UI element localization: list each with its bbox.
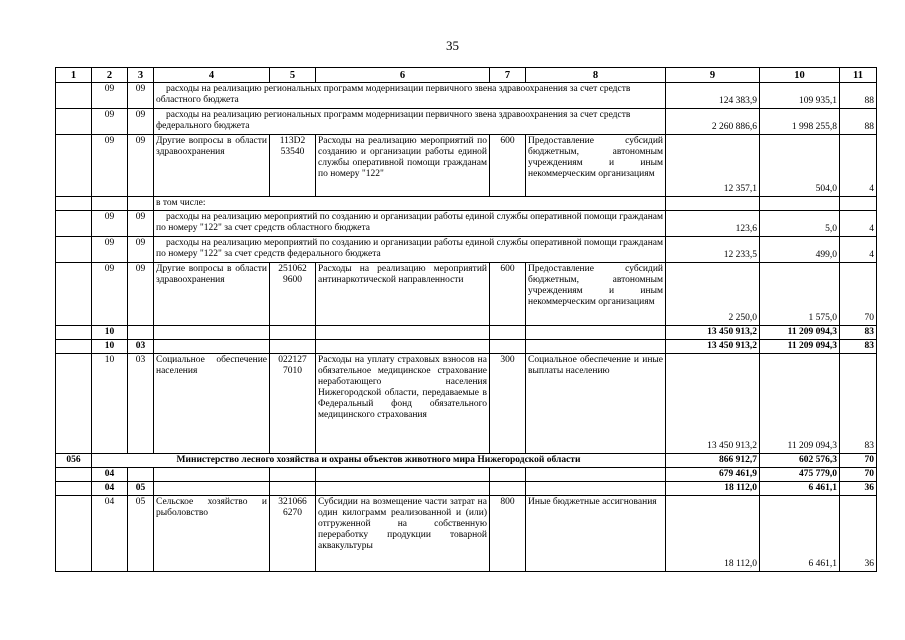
cell-description: расходы на реализацию мероприятий по созданию и организации работы единой службы оперативной помощи гражданам по номеру "122" за счет средств федерального бюджета [154, 237, 666, 263]
cell-plan: 2 250,0 [666, 263, 760, 326]
cell-ministry-name: Министерство лесного хозяйства и охраны объектов животного мира Нижегородской области [92, 454, 666, 468]
cell-type: 600 [490, 135, 526, 197]
cell-actual: 11 209 094,3 [760, 340, 840, 354]
col-header: 9 [666, 68, 760, 83]
cell-type: 300 [490, 354, 526, 454]
cell-actual: 499,0 [760, 237, 840, 263]
cell-percent: 70 [840, 454, 877, 468]
table-row [56, 454, 877, 468]
cell-type: 600 [490, 263, 526, 326]
table-row [56, 211, 877, 237]
col-header: 3 [128, 68, 154, 83]
cell-actual: 6 461,1 [760, 496, 840, 572]
cell-type-name: Иные бюджетные ассигнования [526, 496, 666, 572]
col-header: 2 [92, 68, 128, 83]
cell-percent: 70 [840, 468, 877, 482]
cell-section: 09 [92, 237, 128, 263]
cell-expense: Субсидии на возмещение части затрат на один килограмм реализованной и (или) отгруженной на собственную переработку продукции товарной аквакультуры [316, 496, 490, 572]
cell-description: расходы на реализацию региональных программ модернизации первичного звена здравоохранения за счет средств областного бюджета [154, 83, 666, 109]
cell-subsection: 09 [128, 211, 154, 237]
table-row [56, 109, 877, 135]
cell-target: 251062 9600 [270, 263, 316, 326]
budget-table [55, 67, 877, 572]
table-row [56, 482, 877, 496]
col-header: 4 [154, 68, 270, 83]
cell-description: расходы на реализацию региональных программ модернизации первичного звена здравоохранения за счет средств федерального бюджета [154, 109, 666, 135]
cell-actual: 109 935,1 [760, 83, 840, 109]
cell-percent: 88 [840, 83, 877, 109]
cell-section: 10 [92, 340, 128, 354]
table-row [56, 354, 877, 454]
header-row [56, 68, 877, 83]
cell-actual: 1 575,0 [760, 263, 840, 326]
col-header: 7 [490, 68, 526, 83]
cell-name: Другие вопросы в области здравоохранения [154, 263, 270, 326]
cell-section: 04 [92, 468, 128, 482]
cell-type: 800 [490, 496, 526, 572]
cell-percent: 83 [840, 340, 877, 354]
cell-subsection: 09 [128, 109, 154, 135]
cell-expense: Расходы на реализацию мероприятий по созданию и организации работы единой службы оперативной помощи гражданам по номеру "122" [316, 135, 490, 197]
cell-percent: 36 [840, 482, 877, 496]
cell-subsection: 03 [128, 340, 154, 354]
cell-percent: 36 [840, 496, 877, 572]
cell-plan: 123,6 [666, 211, 760, 237]
page-number: 35 [446, 38, 459, 53]
cell-plan: 12 233,5 [666, 237, 760, 263]
col-header: 10 [760, 68, 840, 83]
cell-description: расходы на реализацию мероприятий по созданию и организации работы единой службы оперативной помощи гражданам по номеру "122" за счет средств областного бюджета [154, 211, 666, 237]
col-header: 1 [56, 68, 92, 83]
cell-subsection: 09 [128, 237, 154, 263]
cell-including: в том числе: [154, 197, 666, 211]
cell-percent: 4 [840, 237, 877, 263]
table-row [56, 263, 877, 326]
cell-ministry-code: 056 [56, 454, 92, 468]
cell-section: 04 [92, 482, 128, 496]
cell-type-name: Предоставление субсидий бюджетным, автономным учреждениям и иным некоммерческим организациям [526, 135, 666, 197]
cell-actual: 1 998 255,8 [760, 109, 840, 135]
cell-expense: Расходы на уплату страховых взносов на обязательное медицинское страхование неработающего населения Нижегородской области, передаваемые в Федеральный фонд обязательного медицинского страхования [316, 354, 490, 454]
cell-actual: 6 461,1 [760, 482, 840, 496]
cell-section: 04 [92, 496, 128, 572]
cell-name: Социальное обеспечение населения [154, 354, 270, 454]
table-row [56, 135, 877, 197]
cell-subsection: 05 [128, 482, 154, 496]
cell-name: Сельское хозяйство и рыболовство [154, 496, 270, 572]
cell-section: 09 [92, 109, 128, 135]
col-header: 6 [316, 68, 490, 83]
cell-section: 09 [92, 83, 128, 109]
cell-plan: 12 357,1 [666, 135, 760, 197]
cell-section: 10 [92, 326, 128, 340]
cell-percent: 4 [840, 211, 877, 237]
cell-actual: 602 576,3 [760, 454, 840, 468]
cell-expense: Расходы на реализацию мероприятий антинаркотической направленности [316, 263, 490, 326]
cell-actual: 11 209 094,3 [760, 354, 840, 454]
cell-plan: 13 450 913,2 [666, 340, 760, 354]
cell-plan: 679 461,9 [666, 468, 760, 482]
cell-actual: 5,0 [760, 211, 840, 237]
cell-plan: 13 450 913,2 [666, 326, 760, 340]
cell-subsection: 09 [128, 135, 154, 197]
cell-actual: 475 779,0 [760, 468, 840, 482]
cell-percent: 83 [840, 326, 877, 340]
col-header: 11 [840, 68, 877, 83]
table-row [56, 83, 877, 109]
cell-subsection: 05 [128, 496, 154, 572]
cell-plan: 13 450 913,2 [666, 354, 760, 454]
cell-section: 09 [92, 211, 128, 237]
col-header: 5 [270, 68, 316, 83]
table-row [56, 468, 877, 482]
cell-plan: 18 112,0 [666, 496, 760, 572]
cell-percent: 4 [840, 135, 877, 197]
cell-target: 321066 6270 [270, 496, 316, 572]
cell-plan: 866 912,7 [666, 454, 760, 468]
table-row [56, 496, 877, 572]
cell-percent: 70 [840, 263, 877, 326]
cell-percent: 88 [840, 109, 877, 135]
cell-subsection: 03 [128, 354, 154, 454]
table-row [56, 237, 877, 263]
table-row [56, 197, 877, 211]
cell-section: 09 [92, 263, 128, 326]
table-row [56, 340, 877, 354]
cell-percent: 83 [840, 354, 877, 454]
cell-actual: 11 209 094,3 [760, 326, 840, 340]
cell-section: 09 [92, 135, 128, 197]
cell-type-name: Социальное обеспечение и иные выплаты населению [526, 354, 666, 454]
cell-subsection: 09 [128, 83, 154, 109]
cell-target: 113D2 53540 [270, 135, 316, 197]
cell-type-name: Предоставление субсидий бюджетным, автономным учреждениям и иным некоммерческим организациям [526, 263, 666, 326]
table-row [56, 326, 877, 340]
cell-subsection: 09 [128, 263, 154, 326]
cell-target: 022127 7010 [270, 354, 316, 454]
cell-plan: 18 112,0 [666, 482, 760, 496]
cell-section: 10 [92, 354, 128, 454]
cell-plan: 2 260 886,6 [666, 109, 760, 135]
cell-plan: 124 383,9 [666, 83, 760, 109]
col-header: 8 [526, 68, 666, 83]
cell-name: Другие вопросы в области здравоохранения [154, 135, 270, 197]
cell-actual: 504,0 [760, 135, 840, 197]
